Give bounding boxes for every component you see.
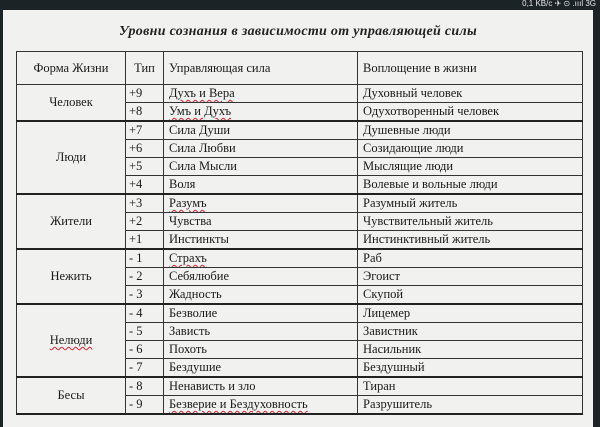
embodiment-cell: Разрушитель [358,396,583,415]
force-cell: Воля [164,176,358,195]
type-cell: +2 [126,213,164,231]
embodiment-cell: Инстинктивный житель [358,231,583,250]
force-cell: Страхъ [164,249,358,268]
force-cell: Ненависть и зло [164,377,358,396]
type-cell: - 9 [126,396,164,415]
force-cell: Чувства [164,213,358,231]
force-cell: Бездушие [164,359,358,378]
table-row [17,249,583,268]
force-cell: Умъ и Духъ [164,103,358,122]
type-cell: +4 [126,176,164,195]
embodiment-cell: Созидающие люди [358,140,583,158]
embodiment-cell: Чувствительный житель [358,213,583,231]
embodiment-cell: Эгоист [358,268,583,286]
status-bar [0,0,600,10]
force-cell: Сила Мысли [164,158,358,176]
type-cell: +7 [126,121,164,140]
document-title: Уровни сознания в зависимости от управляющей силы [119,24,477,39]
embodiment-cell: Насильник [358,341,583,359]
embodiment-cell: Духовный человек [358,85,583,103]
force-cell: Инстинкты [164,231,358,250]
table-row [17,377,583,396]
header-life-form: Форма Жизни [17,52,126,85]
type-cell: +3 [126,194,164,213]
table-row [17,304,583,323]
embodiment-cell: Душевные люди [358,121,583,140]
type-cell: - 5 [126,323,164,341]
type-cell: +5 [126,158,164,176]
life-form-cell: Жители [17,194,126,249]
embodiment-cell: Завистник [358,323,583,341]
header-type: Тип [126,52,164,85]
document-photo [3,10,593,427]
table-row [17,121,583,140]
life-form-cell: Нежить [17,249,126,304]
embodiment-cell: Бездушный [358,359,583,378]
embodiment-cell: Одухотворенный человек [358,103,583,122]
force-cell: Зависть [164,323,358,341]
type-cell: - 6 [126,341,164,359]
table-header-row [17,52,583,85]
embodiment-cell: Раб [358,249,583,268]
embodiment-cell: Тиран [358,377,583,396]
type-cell: +8 [126,103,164,122]
force-cell: Разумъ [164,194,358,213]
embodiment-cell: Разумный житель [358,194,583,213]
embodiment-cell: Лицемер [358,304,583,323]
force-cell: Сила Души [164,121,358,140]
consciousness-levels-table [16,51,583,415]
embodiment-cell: Волевые и вольные люди [358,176,583,195]
table-body [17,85,583,415]
header-controlling-force: Управляющая сила [164,52,358,85]
life-form-cell: Человек [17,85,126,122]
life-form-cell: Люди [17,121,126,194]
force-cell: Безверие и Бездуховность [164,396,358,415]
status-bar-text: 0,1 KB/c ✈ ⊙ .ıııl 3G [522,0,596,8]
life-form-cell: Бесы [17,377,126,414]
header-embodiment: Воплощение в жизни [358,52,583,85]
table-row [17,85,583,103]
type-cell: - 7 [126,359,164,378]
type-cell: - 8 [126,377,164,396]
force-cell: Сила Любви [164,140,358,158]
type-cell: +1 [126,231,164,250]
type-cell: - 3 [126,286,164,305]
type-cell: +9 [126,85,164,103]
type-cell: - 1 [126,249,164,268]
force-cell: Себялюбие [164,268,358,286]
life-form-cell: Нелюди [17,304,126,377]
embodiment-cell: Мыслящие люди [358,158,583,176]
force-cell: Духъ и Вера [164,85,358,103]
embodiment-cell: Скупой [358,286,583,305]
table-row [17,194,583,213]
force-cell: Жадность [164,286,358,305]
type-cell: +6 [126,140,164,158]
force-cell: Безволие [164,304,358,323]
type-cell: - 4 [126,304,164,323]
type-cell: - 2 [126,268,164,286]
force-cell: Похоть [164,341,358,359]
